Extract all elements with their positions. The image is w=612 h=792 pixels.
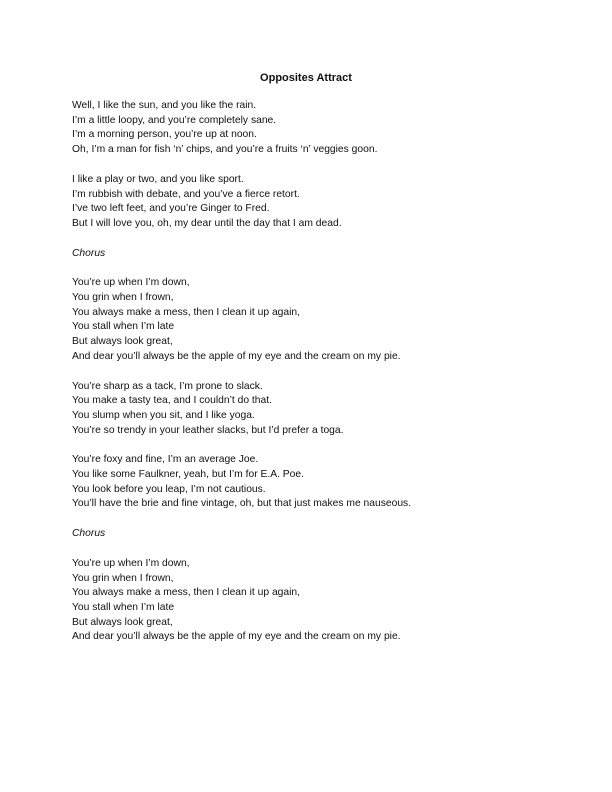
document-title: Opposites Attract [260, 72, 352, 84]
chorus-line: You stall when I’m late [72, 601, 175, 613]
chorus-line: You’re up when I’m down, [72, 557, 190, 569]
verse-line: You’re sharp as a tack, I’m prone to slack. [72, 380, 263, 392]
chorus-line: But always look great, [72, 616, 173, 628]
verse-line: You look before you leap, I’m not cautious. [72, 483, 266, 495]
verse-line: You like some Faulkner, yeah, but I’m for E.A. Poe. [72, 469, 304, 481]
verse-4 [72, 453, 552, 512]
verse-2 [72, 173, 552, 232]
chorus-line: But always look great, [72, 336, 173, 348]
verse-line: You’re foxy and fine, I’m an average Joe. [72, 454, 259, 466]
chorus-line: You grin when I frown, [72, 572, 174, 584]
verse-line: I’m a little loopy, and you’re completely sane. [72, 114, 277, 126]
verse-3 [72, 380, 552, 439]
chorus-line: And dear you’ll always be the apple of my eye and the cream on my pie. [72, 350, 401, 362]
verse-line: Oh, I’m a man for fish ‘n’ chips, and you’re a fruits ‘n’ veggies goon. [72, 144, 378, 156]
chorus-1 [72, 276, 552, 364]
verse-line: I’m a morning person, you’re up at noon. [72, 129, 257, 141]
verse-line: You’re so trendy in your leather slacks, but I’d prefer a toga. [72, 424, 344, 436]
verse-line: You make a tasty tea, and I couldn’t do that. [72, 395, 272, 407]
verse-line: I like a play or two, and you like sport. [72, 173, 244, 185]
chorus-2 [72, 557, 552, 645]
chorus-line: You’re up when I’m down, [72, 277, 190, 289]
chorus-line: You always make a mess, then I clean it up again, [72, 306, 300, 318]
verse-line: But I will love you, oh, my dear until the day that I am dead. [72, 217, 342, 229]
verse-1 [72, 99, 552, 158]
chorus-line: And dear you’ll always be the apple of my eye and the cream on my pie. [72, 631, 401, 643]
verse-line: I’ve two left feet, and you’re Ginger to Fred. [72, 203, 270, 215]
chorus-label: Chorus [72, 247, 106, 259]
verse-line: You slump when you sit, and I like yoga. [72, 409, 255, 421]
verse-line: You’ll have the brie and fine vintage, oh, but that just makes me nauseous. [72, 498, 412, 510]
verse-line: Well, I like the sun, and you like the rain. [72, 100, 257, 111]
chorus-line: You grin when I frown, [72, 292, 174, 304]
lyrics-body [72, 99, 552, 660]
chorus-line: You always make a mess, then I clean it up again, [72, 587, 300, 599]
verse-line: I’m rubbish with debate, and you’ve a fierce retort. [72, 188, 300, 200]
chorus-line: You stall when I’m late [72, 321, 175, 333]
chorus-label: Chorus [72, 528, 106, 540]
